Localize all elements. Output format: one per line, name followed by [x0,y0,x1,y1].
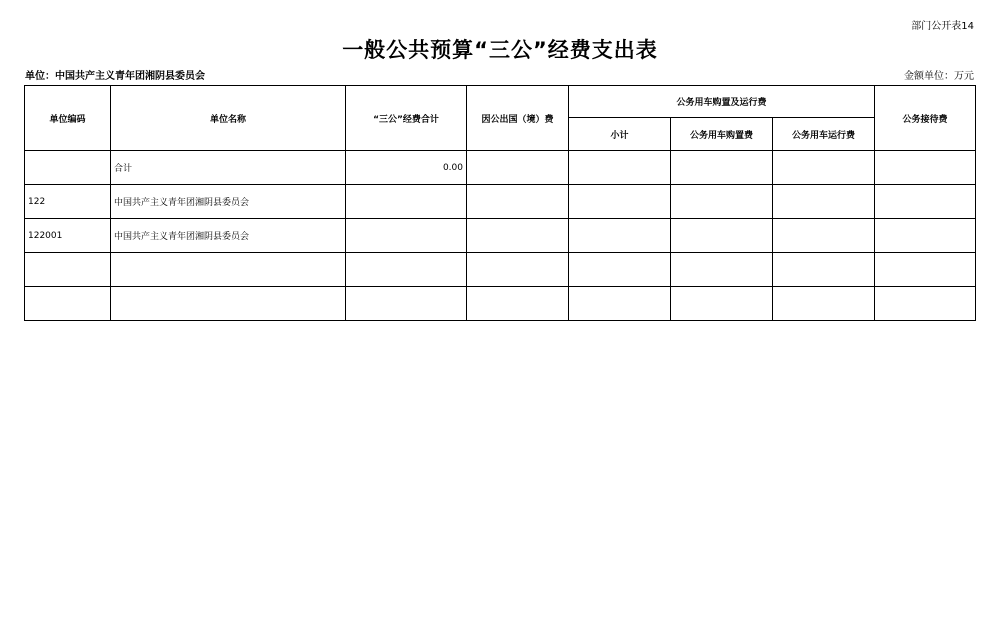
col-header-reception: 公务接待费 [875,86,976,151]
cell-vehicle-operation [773,151,875,185]
table-row [25,219,976,253]
table-row-empty [25,253,976,287]
col-header-unit-code: 单位编码 [25,86,111,151]
col-header-vehicle-operation: 公务用车运行费 [773,118,875,151]
cell-sangong-total [346,219,467,253]
col-header-vehicle-group: 公务用车购置及运行费 [569,86,875,118]
cell-vehicle-operation [773,185,875,219]
cell-unit-name: 合计 [111,151,346,185]
cell-sangong-total [346,185,467,219]
col-header-vehicle-purchase: 公务用车购置费 [671,118,773,151]
header-row-1 [25,86,976,118]
page-title: 一般公共预算“三公”经费支出表 [342,38,658,62]
cell-vehicle-subtotal [569,219,671,253]
cell-unit-name: 中国共产主义青年团湘阴县委员会 [111,219,346,253]
cell-vehicle-purchase [671,219,773,253]
sangong-expenditure-table [24,85,976,321]
cell-vehicle-operation [773,219,875,253]
cell-abroad [467,185,569,219]
cell-reception [875,151,976,185]
form-number: 部门公开表14 [911,21,974,32]
cell-vehicle-purchase [671,151,773,185]
cell-abroad [467,219,569,253]
cell-abroad [467,151,569,185]
table-row [25,151,976,185]
cell-unit-code: 122001 [25,219,111,253]
cell-reception [875,219,976,253]
table-row [25,185,976,219]
table-row-empty [25,287,976,321]
cell-unit-code [25,151,111,185]
amount-unit: 金额单位：万元 [904,71,974,82]
cell-vehicle-subtotal [569,151,671,185]
col-header-sangong-total: “三公”经费合计 [346,86,467,151]
col-header-vehicle-subtotal: 小计 [569,118,671,151]
cell-sangong-total: 0.00 [346,151,467,185]
cell-reception [875,185,976,219]
cell-vehicle-purchase [671,185,773,219]
reporting-unit: 单位：中国共产主义青年团湘阴县委员会 [25,71,205,82]
cell-vehicle-subtotal [569,185,671,219]
cell-unit-name: 中国共产主义青年团湘阴县委员会 [111,185,346,219]
cell-unit-code: 122 [25,185,111,219]
col-header-abroad: 因公出国（境）费 [467,86,569,151]
col-header-unit-name: 单位名称 [111,86,346,151]
